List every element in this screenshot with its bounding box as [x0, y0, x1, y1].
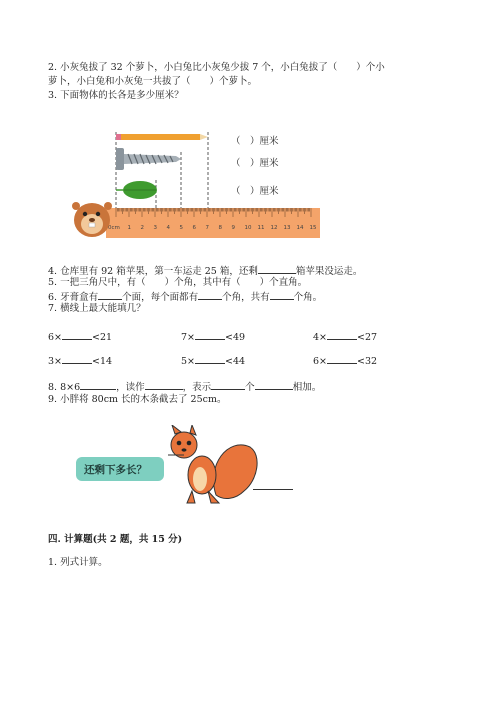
ruler-tick-label: 9	[231, 225, 235, 231]
section-4-title: 四. 计算题(共 2 题，共 15 分)	[48, 534, 183, 545]
ruler-tick-label: 10	[244, 225, 252, 231]
ruler-zero-label: 0cm	[108, 225, 120, 231]
speech-bubble	[76, 457, 164, 481]
ruler-tick-label: 6	[192, 225, 196, 231]
q7-item: 5× <44	[181, 356, 246, 367]
ruler-tick-label: 8	[218, 225, 222, 231]
q9-answer-line[interactable]	[253, 489, 293, 490]
ruler-tick-label: 4	[166, 225, 170, 231]
ruler-tick-label: 15	[309, 225, 317, 231]
q7-item: 3× <14	[48, 356, 113, 367]
q7-item: 6× <21	[48, 332, 113, 343]
q7-blank[interactable]	[62, 354, 92, 364]
q6-blank-1[interactable]	[98, 290, 122, 300]
answer-leaf: （ ）厘米	[231, 186, 279, 197]
q2-line1: 2. 小灰兔拔了 32 个萝卜，小白兔比小灰兔少拔 7 个，小白兔拔了（ ）个小	[48, 62, 385, 73]
ruler-tick-label: 3	[153, 225, 157, 231]
q3-title: 3. 下面物体的长各是多少厘米？	[48, 90, 184, 101]
q8: 8. 8×6 ，读作 ，表示 个 相加。	[48, 382, 322, 393]
answer-pencil: （ ）厘米	[231, 136, 279, 147]
q4-blank[interactable]	[258, 264, 296, 274]
squirrel-icon	[158, 425, 263, 510]
q7-blank[interactable]	[62, 330, 92, 340]
q8-blank-3[interactable]	[211, 380, 245, 390]
q7-item: 6× <32	[313, 356, 378, 367]
screw-icon	[116, 148, 181, 170]
ruler-tick-label: 2	[140, 225, 144, 231]
q7-blank[interactable]	[327, 330, 357, 340]
q8-blank-4[interactable]	[255, 380, 293, 390]
q4: 4. 仓库里有 92 箱苹果，第一车运走 25 箱，还剩 箱苹果没运走。	[48, 266, 363, 277]
q8-blank-1[interactable]	[80, 380, 116, 390]
speech-bubble-text: 还剩下多长？	[84, 464, 147, 476]
ruler-tick-label: 5	[179, 225, 183, 231]
q8-blank-2[interactable]	[145, 380, 183, 390]
q7-title: 7. 横线上最大能填几？	[48, 303, 146, 314]
ruler-tick-label: 7	[205, 225, 209, 231]
q6-blank-2[interactable]	[198, 290, 222, 300]
pencil-icon	[116, 134, 208, 140]
q6: 6. 牙膏盒有 个面，每个面都有 个角，共有 个角。	[48, 292, 323, 303]
ruler-figure	[70, 120, 330, 240]
q7-item: 7× <49	[181, 332, 246, 343]
ruler-tick-label: 14	[296, 225, 304, 231]
q7-blank[interactable]	[327, 354, 357, 364]
q7-blank[interactable]	[195, 354, 225, 364]
q5: 5. 一把三角尺中，有（ ）个角，其中有（ ）个直角。	[48, 277, 308, 288]
ruler-tick-label: 1	[127, 225, 131, 231]
section-4-q1: 1. 列式计算。	[48, 557, 108, 568]
ruler-tick-label: 12	[270, 225, 278, 231]
answer-screw: （ ）厘米	[231, 158, 279, 169]
q7-item: 4× <27	[313, 332, 378, 343]
q7-blank[interactable]	[195, 330, 225, 340]
leaf-icon	[116, 181, 157, 199]
q6-blank-3[interactable]	[270, 290, 294, 300]
ruler	[106, 208, 320, 238]
q9: 9. 小胖将 80cm 长的木条截去了 25cm。	[48, 394, 227, 405]
q2-line2: 萝卜，小白兔和小灰兔一共拔了（ ）个萝卜。	[48, 76, 258, 87]
ruler-tick-label: 13	[283, 225, 291, 231]
ruler-tick-label: 11	[257, 225, 265, 231]
